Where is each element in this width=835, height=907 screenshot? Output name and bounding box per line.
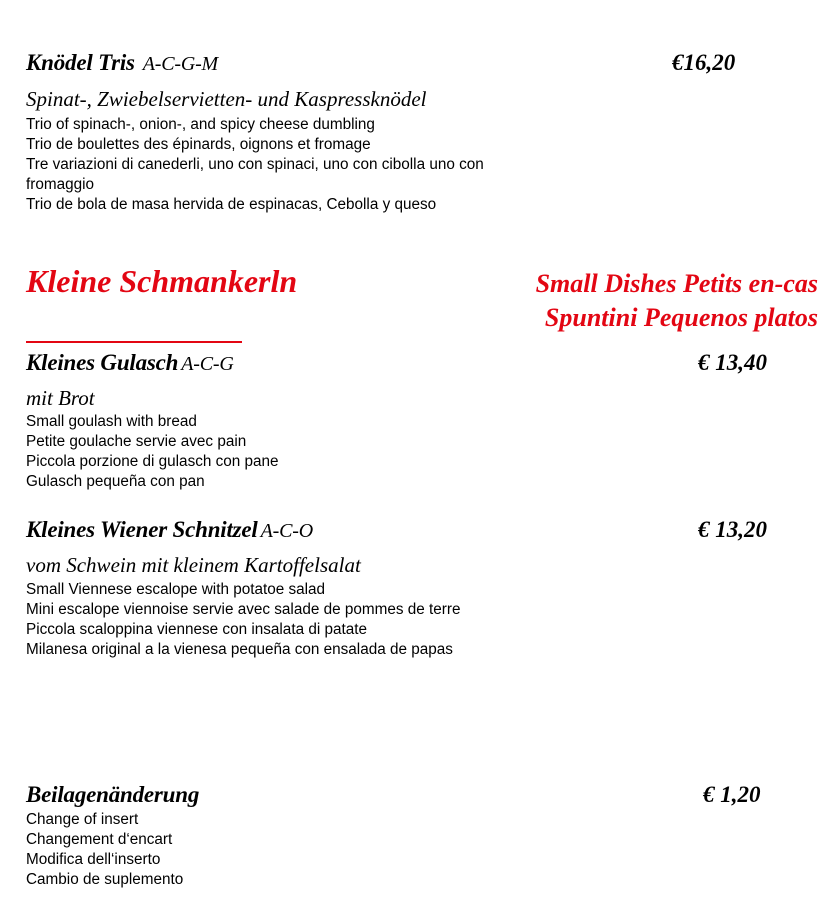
dish-translations (26, 115, 484, 215)
dish-price: € 13,20 (698, 517, 767, 542)
dish-name: Kleines Gulasch (26, 350, 179, 375)
dish-subtitle: vom Schwein mit kleinem Kartoffelsalat (26, 553, 361, 577)
translation-line: Cambio de suplemento (26, 871, 184, 888)
section-title: Kleine Schmankerln (26, 263, 298, 299)
dish-price: € 13,40 (698, 350, 767, 375)
translation-line: Piccola porzione di gulasch con pane (26, 453, 279, 470)
translation-line: Trio of spinach-, onion-, and spicy cheese dumbling (26, 116, 375, 133)
allergen-codes: A-C-G (181, 353, 234, 375)
translation-line: Trio de bola de masa hervida de espinacas, Cebolla y queso (26, 196, 437, 213)
section-translations (536, 267, 818, 335)
dish-title-beilagenaenderung (26, 782, 199, 808)
translation-line: Petite goulache servie avec pain (26, 433, 247, 450)
translation-line: Changement d‘encart (26, 831, 173, 848)
translation-line: Gulasch pequeña con pan (26, 473, 205, 490)
dish-subtitle: Spinat-, Zwiebelservietten- und Kaspressknödel (26, 87, 427, 111)
dish-price: € 1,20 (703, 782, 761, 807)
dish-name: Kleines Wiener Schnitzel (26, 517, 258, 542)
dish-translations (26, 810, 183, 890)
section-underline (26, 341, 242, 343)
translation-line: Modifica dell‘inserto (26, 851, 161, 868)
translation-line: Small goulash with bread (26, 413, 197, 430)
dish-name: Beilagenänderung (26, 782, 200, 807)
section-alt-line: Spuntini Pequenos platos (544, 303, 818, 332)
allergen-codes: A-C-O (260, 520, 313, 542)
translation-line: Trio de boulettes des épinards, oignons et fromage (26, 136, 371, 153)
dish-subtitle: mit Brot (26, 386, 95, 410)
dish-name: Knödel Tris (26, 50, 135, 75)
translation-line: Mini escalope viennoise servie avec salade de pommes de terre (26, 601, 461, 618)
translation-line: Tre variazioni di canederli, uno con spinaci, uno con cibolla uno con (26, 156, 484, 173)
translation-line: Small Viennese escalope with potatoe salad (26, 581, 326, 598)
section-alt-line: Small Dishes Petits en-cas (535, 269, 818, 298)
dish-title-knoedel-tris (26, 50, 218, 76)
dish-translations (26, 580, 461, 660)
translation-line: Change of insert (26, 811, 139, 828)
translation-line: fromaggio (26, 176, 95, 193)
dish-title-kleines-wiener-schnitzel (26, 517, 313, 543)
dish-price: €16,20 (672, 50, 736, 75)
dish-title-kleines-gulasch (26, 350, 234, 376)
translation-line: Piccola scaloppina viennese con insalata di patate (26, 621, 368, 638)
dish-translations (26, 412, 279, 492)
translation-line: Milanesa original a la vienesa pequeña con ensalada de papas (26, 641, 453, 658)
allergen-codes: A-C-G-M (142, 53, 219, 75)
